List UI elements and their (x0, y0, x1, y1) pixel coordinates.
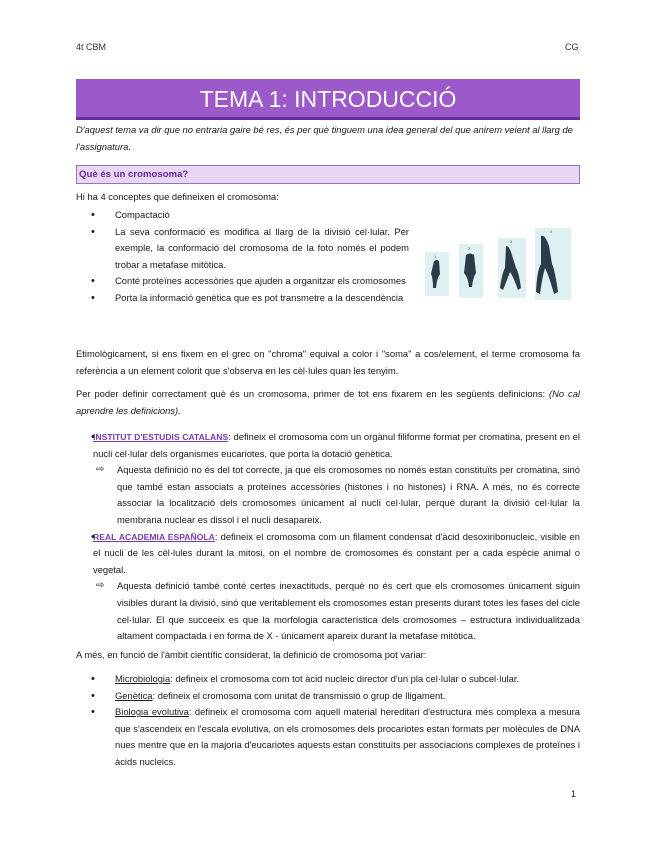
list-item (76, 688, 580, 705)
fields-list (76, 671, 580, 771)
section-heading: Què és un cromosoma? (76, 165, 580, 184)
iec-definition: : defineix el cromosoma com un orgànul filiforme format per cromatina, present en el nucli cel·lular dels organismes eucariotes, que porta la dotació genètica. (93, 431, 580, 459)
chromosome-condensation-figure (422, 228, 574, 300)
concepts-intro: Hi ha 4 conceptes que defineixen el cromosoma: (76, 191, 279, 202)
list-item (76, 671, 580, 688)
list-item: • La seva conformació es modifica al llarg de la divisió cel·lular. Per exemple, la conformació del cromosoma de la foto només el podem trobar a metafase mitòtica. (76, 224, 409, 274)
svg-text:1: 1 (434, 254, 437, 259)
arrow-icon: ⇨ (96, 464, 105, 476)
list-item: • Compactació (76, 207, 409, 224)
iec-keyword: INSTITUT D'ESTUDIS CATALANS (93, 432, 229, 442)
definition-rae (76, 529, 580, 645)
definitions-list (76, 429, 580, 645)
header-right: CG (565, 42, 579, 52)
iec-comment (76, 462, 580, 528)
page-number: 1 (571, 789, 577, 799)
definitions-note: (No cal aprendre les definicions). (76, 388, 580, 416)
etymology-paragraph: Etimològicament, si ens fixem en el grec on "chroma" equival a color i "soma" a cos/element, el terme cromosoma fa referència a un element colorit que s'observa en les cèl·lules quan les tenyim. (76, 348, 580, 376)
definitions-intro (76, 386, 580, 419)
field-term: Genètica (115, 689, 153, 701)
rae-keyword: REAL ACADEMIA ESPAÑOLA (93, 531, 215, 542)
intro-text: D'aquest tema va dir que no entraria gaire bé res, és per què tinguem una idea general del que anirem veient al llarg de l'assignatura. (76, 124, 573, 152)
field-term: Biologia evolutiva (115, 706, 189, 718)
field-text: : defineix el cromosoma com tot àcid nucleic director d'un pla cel·lular o subcel·lular. (170, 673, 520, 684)
svg-text:3: 3 (510, 239, 513, 244)
svg-text:4: 4 (550, 229, 553, 234)
list-item (76, 704, 580, 770)
field-term: Microbiologia (115, 673, 171, 684)
field-text: : defineix el cromosoma com aquell material hereditari d'estructura més complexa a mesura que s'ascendeix en l'escala evolutiva, on els cromosomes dels procariotes estan formats per molècules de DNA nues mentre que en la majoria d'eucariotes aquests estan constituïts per associacions complexes de proteïnes i àcids nucleics. (115, 706, 580, 767)
svg-text:2: 2 (468, 246, 471, 251)
iec-comment-text: Aquesta definició no és del tot correcte, ja que els cromosomes no només estan constituïts per cromatina, sinó que també estan associats a proteïnes accessòries (histones i no histones) i RNA. A més, no és correcte associar la localització dels cromosomes únicament al nucli cel·lular, perquè durant la divisió cel·lular la membrana nuclear es dissol i el nucli desapareix. (117, 464, 580, 525)
field-text: : defineix el cromosoma com unitat de transmissió o grup de lligament. (152, 689, 446, 701)
rae-comment (76, 578, 580, 644)
fields-intro: A més, en funció de l'àmbit científic considerat, la definició de cromosoma pot variar: (76, 649, 427, 660)
arrow-icon: ⇨ (96, 580, 105, 592)
list-item: • Porta la informació genètica que es pot transmetre a la descendència (76, 290, 409, 307)
rae-comment-text: Aquesta definició també conté certes inexactituds, perquè no és cert que els cromosomes únicament siguin visibles durant la divisió, sinó que veritablement els cromosomes estan presents durant totes les fases del cicle cel·lular. El que succeeix es que la morfologia característica dels cromosomes – estructura individualitzada altament compactada i en forma de X - únicament apareix durant la metafase mitòtica. (117, 580, 580, 642)
concepts-list (76, 207, 409, 307)
definition-iec (76, 429, 580, 529)
list-item: • Conté proteïnes accessòries que ajuden a organitzar els cromosomes (76, 273, 409, 290)
rae-definition: : defineix el cromosoma com un filament condensat d'àcid desoxiribonucleic, visible en el nucli de les cèl·lules durant la mitosi, on el nombre de cromosomes és constant per a cada espècie animal o vegetal. (93, 530, 580, 575)
header-left: 4t CBM (76, 42, 107, 52)
page-title: TEMA 1: INTRODUCCIÓ (76, 79, 580, 120)
definitions-intro-text: Per poder definir correctament què és un cromosoma, primer de tot ens fixarem en les següents definicions: (76, 388, 550, 399)
